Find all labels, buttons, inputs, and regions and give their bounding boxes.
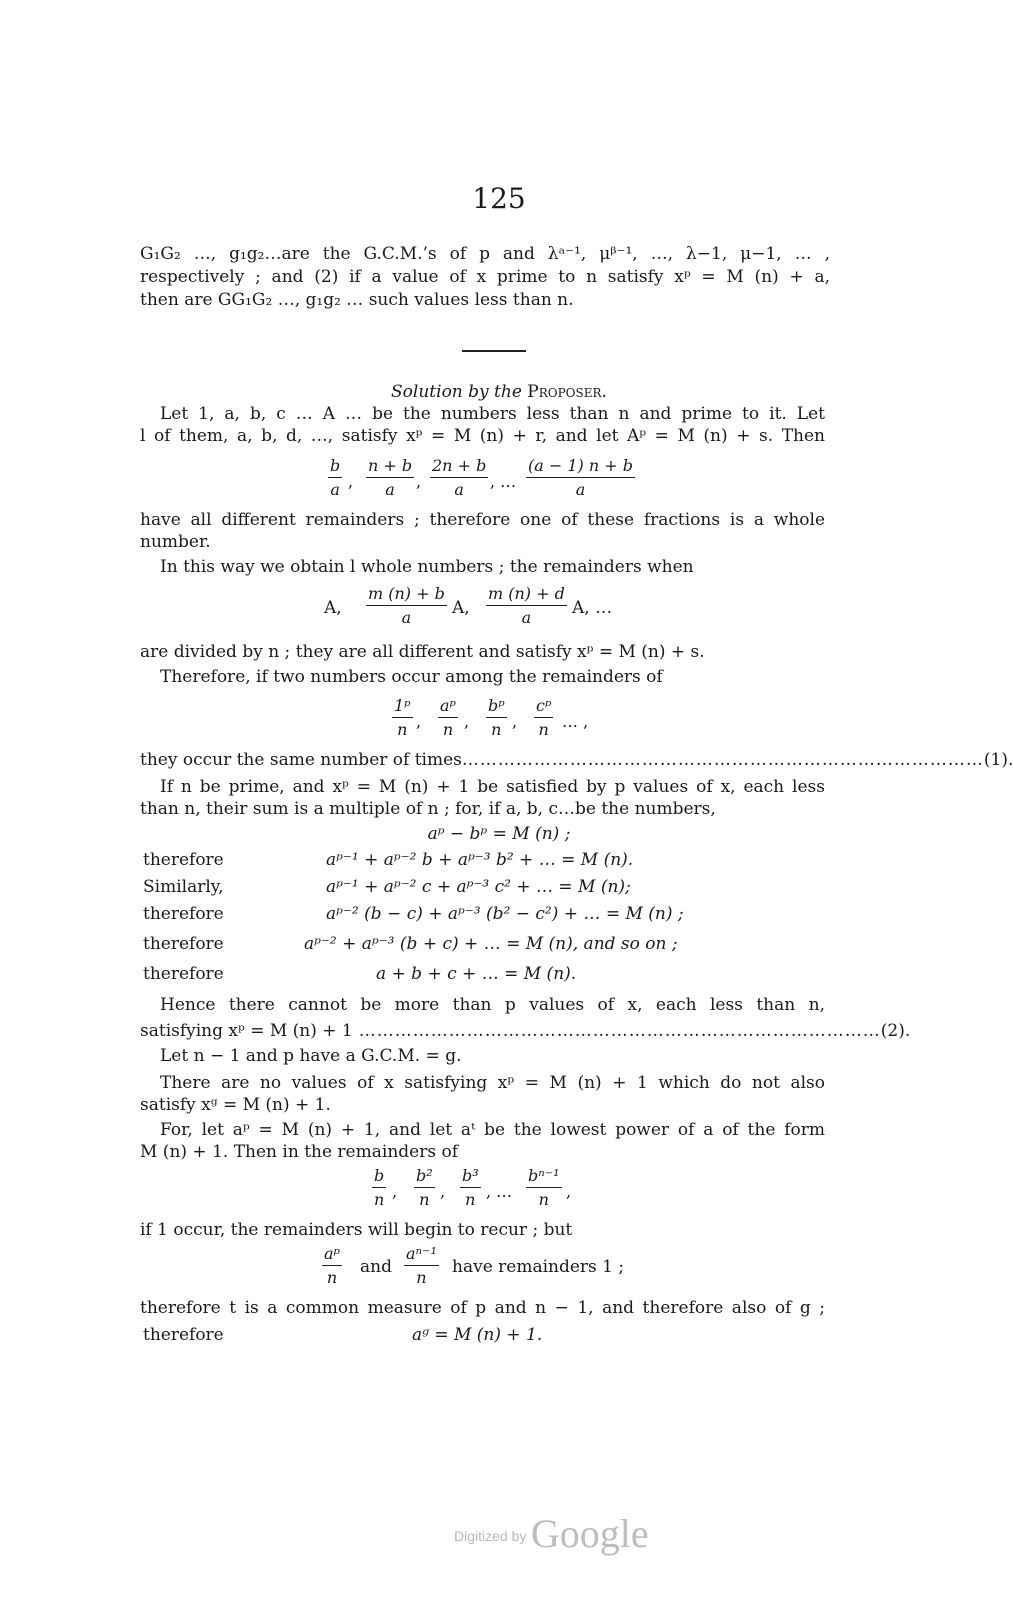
derivation-label: therefore: [143, 1325, 224, 1345]
numerator: (a − 1) n + b: [526, 456, 635, 478]
text-line: therefore t is a common measure of p and n − 1, and therefore also of g ;: [140, 1298, 825, 1318]
numerator: 2n + b: [430, 456, 488, 478]
page-number: 125: [472, 182, 526, 215]
denominator: n: [538, 720, 549, 739]
derivation-label: therefore: [143, 964, 224, 984]
numerator: b³: [460, 1166, 481, 1188]
fraction: [486, 696, 507, 739]
google-logo: Google: [530, 1511, 649, 1556]
comma: ,: [348, 472, 354, 491]
numerator: aᵖ: [438, 696, 458, 718]
fraction: [460, 1166, 481, 1209]
denominator: a: [575, 480, 586, 499]
conjunction: and: [360, 1257, 392, 1277]
text-line: Let n − 1 and p have a G.C.M. = g.: [160, 1046, 462, 1066]
text-line: Let 1, a, b, c … A … be the numbers less than n and prime to it. Let: [160, 404, 825, 424]
text-line: Therefore, if two numbers occur among the remainders of: [160, 667, 663, 687]
comma: ,: [440, 1182, 446, 1201]
text-line: respectively ; and (2) if a value of x prime to n satisfy xᵖ = M (n) + a,: [140, 267, 830, 287]
dot-leader: ……………………………………………………………………………: [358, 1021, 881, 1041]
solution-heading: [0, 382, 998, 402]
denominator: n: [397, 720, 408, 739]
denominator: a: [454, 480, 464, 499]
text-line: In this way we obtain l whole numbers ; the remainders when: [160, 557, 694, 577]
derivation-label: therefore: [143, 904, 224, 924]
fraction: [526, 456, 635, 499]
equation-ref: (1).: [983, 750, 1013, 770]
text-line: There are no values of x satisfying xᵖ = M (n) + 1 which do not also: [160, 1073, 825, 1093]
numerator: cᵖ: [534, 696, 553, 718]
numerator: 1ᵖ: [392, 696, 413, 718]
numerator: bᵖ: [486, 696, 507, 718]
equation: aᵖ⁻¹ + aᵖ⁻² b + aᵖ⁻³ b² + … = M (n).: [326, 850, 634, 870]
text-line: then are GG₁G₂ …, g₁g₂ … such values less than n.: [140, 290, 574, 310]
numerator: b: [372, 1166, 386, 1188]
denominator: n: [373, 1190, 385, 1209]
numerator: b²: [414, 1166, 435, 1188]
section-divider: [462, 350, 526, 352]
heading-name: Proposer.: [527, 382, 607, 402]
text-line: have remainders 1 ;: [452, 1257, 625, 1277]
fraction: [430, 456, 488, 499]
denominator: a: [330, 480, 340, 499]
denominator: n: [465, 1190, 476, 1209]
comma: ,: [464, 712, 470, 731]
comma: ,: [416, 712, 422, 731]
fraction: [438, 696, 458, 739]
comma: ,: [416, 472, 422, 491]
term-a: A,: [324, 598, 342, 618]
equation: aᵖ⁻² (b − c) + aᵖ⁻³ (b² − c²) + … = M (n) ;: [326, 904, 684, 924]
denominator: n: [491, 720, 502, 739]
fraction: [366, 456, 414, 499]
equation: aᵖ⁻² + aᵖ⁻³ (b + c) + … = M (n), and so on ;: [304, 934, 678, 954]
term-suffix: A, …: [572, 598, 613, 618]
ellipsis-text: …: [496, 1182, 513, 1201]
text-line: satisfying xᵖ = M (n) + 1: [140, 1021, 353, 1041]
derivation-label: therefore: [143, 850, 224, 870]
fraction: [372, 1166, 386, 1209]
text-line: have all different remainders ; therefore one of these fractions is a whole: [140, 510, 825, 530]
comma: ,: [392, 1182, 398, 1201]
text-line: l of them, a, b, d, …, satisfy xᵖ = M (n) + r, and let Aᵖ = M (n) + s. Then: [140, 426, 825, 446]
numerator: n + b: [366, 456, 414, 478]
comma: ,: [512, 712, 518, 731]
fraction: [366, 584, 447, 627]
term-suffix: A,: [452, 598, 470, 618]
watermark-prefix: Digitized by: [454, 1528, 527, 1544]
fraction: [414, 1166, 435, 1209]
text-line: M (n) + 1. Then in the remainders of: [140, 1142, 458, 1162]
derivation-label: therefore: [143, 934, 224, 954]
numerator: m (n) + d: [486, 584, 567, 606]
ellipsis: , …: [486, 1182, 513, 1201]
fraction: [392, 696, 413, 739]
denominator: n: [419, 1190, 430, 1209]
equation-reference-line: [140, 1021, 911, 1041]
equation: aᵖ⁻¹ + aᵖ⁻² c + aᵖ⁻³ c² + … = M (n);: [326, 877, 631, 897]
text-line: are divided by n ; they are all different and satisfy xᵖ = M (n) + s.: [140, 642, 705, 662]
text-line: Hence there cannot be more than p values of x, each less than n,: [160, 995, 825, 1015]
fraction: [534, 696, 553, 739]
fraction: [404, 1244, 439, 1287]
derivation-label: Similarly,: [143, 877, 224, 897]
equation: aᵍ = M (n) + 1.: [412, 1325, 543, 1345]
denominator: a: [385, 480, 395, 499]
denominator: n: [442, 720, 454, 739]
text-line: than n, their sum is a multiple of n ; for, if a, b, c…be the numbers,: [140, 799, 716, 819]
fraction: [322, 1244, 342, 1287]
denominator: n: [416, 1268, 427, 1287]
numerator: m (n) + b: [366, 584, 447, 606]
fraction: [526, 1166, 562, 1209]
dot-leader: ……………………………………………………………………………: [461, 750, 984, 770]
equation-reference-line: [140, 750, 1013, 770]
text-line: they occur the same number of times: [140, 750, 462, 770]
numerator: aᵖ: [322, 1244, 342, 1266]
equation: aᵖ − bᵖ = M (n) ;: [427, 824, 571, 844]
equation: a + b + c + … = M (n).: [376, 964, 577, 984]
equation-ref: (2).: [880, 1021, 911, 1041]
text-line: For, let aᵖ = M (n) + 1, and let aᵗ be the lowest power of a of the form: [160, 1120, 825, 1140]
text-line: if 1 occur, the remainders will begin to recur ; but: [140, 1220, 573, 1240]
denominator: n: [538, 1190, 549, 1209]
numerator: bⁿ⁻¹: [526, 1166, 562, 1188]
numerator: aⁿ⁻¹: [404, 1244, 439, 1266]
text-line: If n be prime, and xᵖ = M (n) + 1 be satisfied by p values of x, each less: [160, 777, 825, 797]
ellipsis: , …: [490, 472, 517, 491]
fraction: [328, 456, 342, 499]
heading-prefix: Solution by the: [391, 382, 522, 402]
text-line: G₁G₂ …, g₁g₂…are the G.C.M.’s of p and λᵃ⁻¹, μᵝ⁻¹, …, λ−1, μ−1, … ,: [140, 244, 830, 264]
comma: ,: [566, 1182, 572, 1201]
text-line: satisfy xᵍ = M (n) + 1.: [140, 1095, 331, 1115]
fraction: [486, 584, 567, 627]
denominator: n: [326, 1268, 338, 1287]
text-line: number.: [140, 532, 211, 552]
denominator: a: [521, 608, 532, 627]
ellipsis-text: …: [500, 472, 517, 491]
digitized-watermark: [454, 1510, 649, 1557]
ellipsis: … ,: [562, 712, 589, 731]
numerator: b: [328, 456, 342, 478]
denominator: a: [401, 608, 412, 627]
